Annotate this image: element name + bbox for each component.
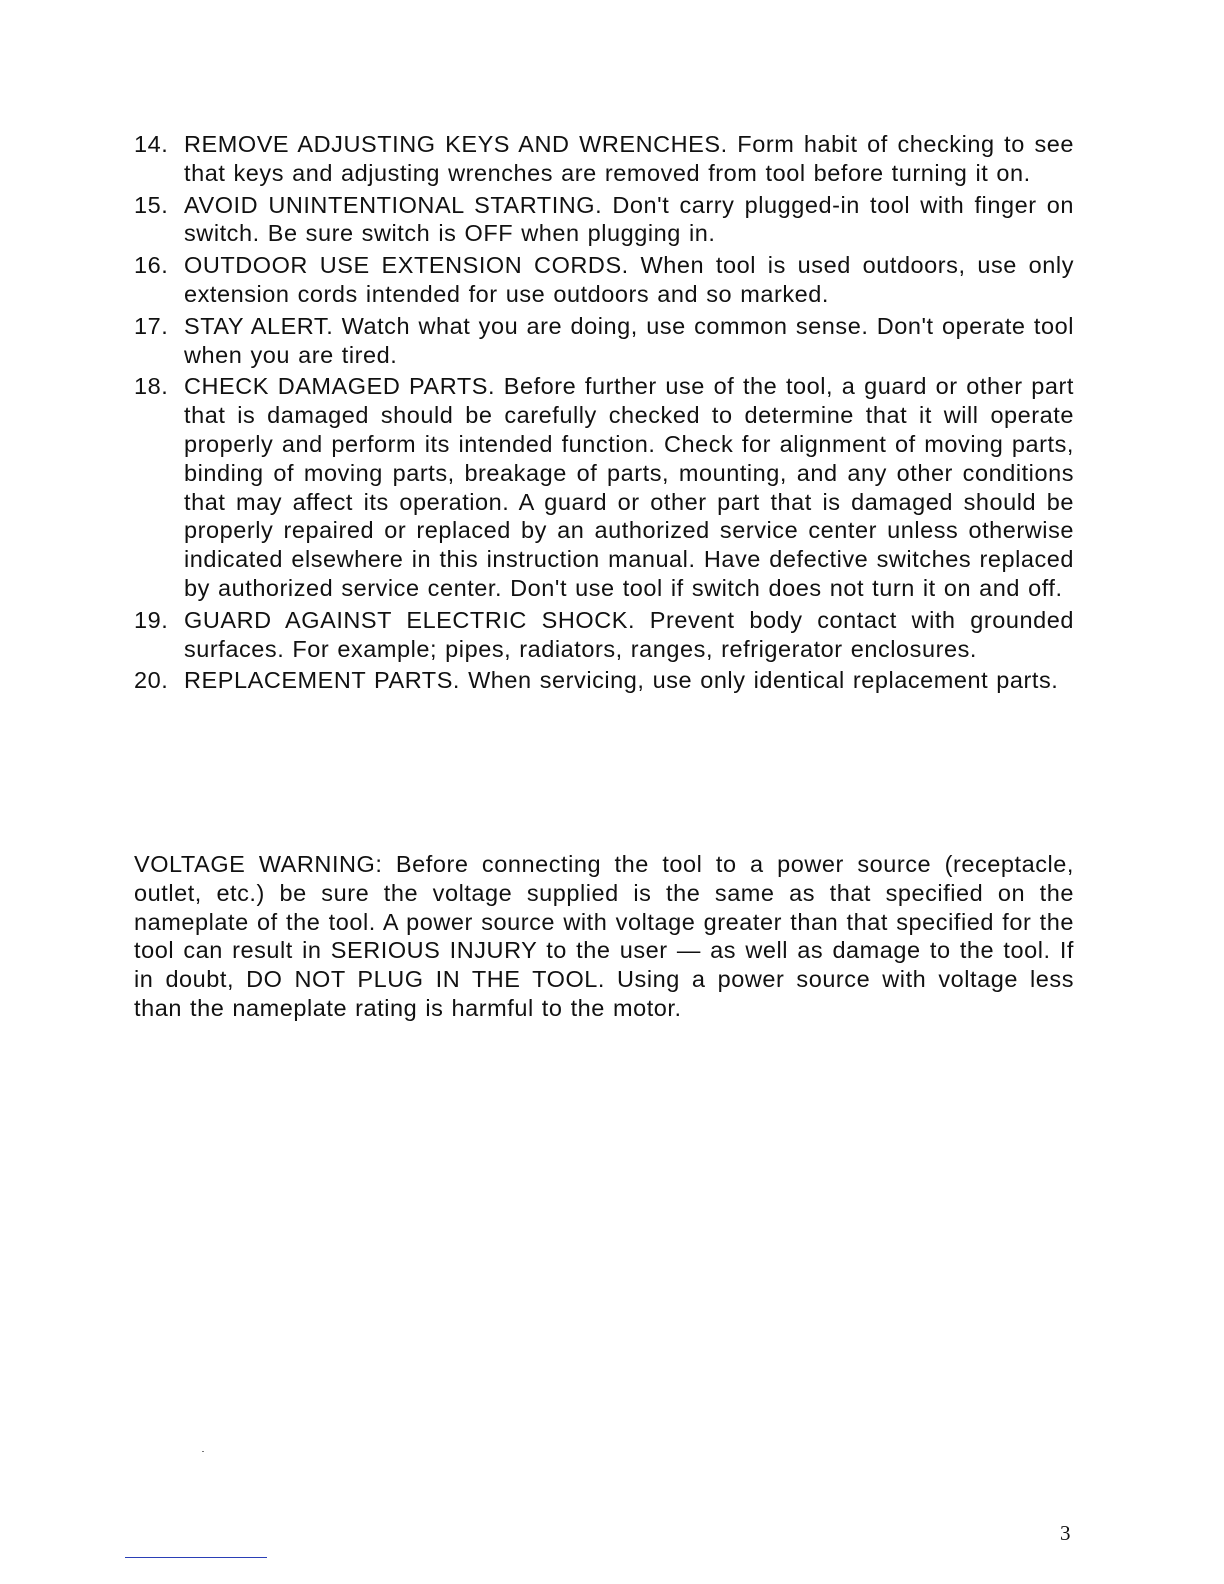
rule-text: CHECK DAMAGED PARTS. Before further use of the tool, a guard or other part that is damaged should be carefully checked to determine that it will operate properly and perform its intended function. Check for alignment of moving parts, binding of moving parts, breakage of parts, mounting, and any other conditions that may affect its operation. A guard or other part that is damaged should be properly repaired or replaced by an authorized service center unless otherwise indicated elsewhere in this instruction manual. Have defective switches replaced by authorized service center. Don't use tool if switch does not turn it on and off. <box>184 373 1074 601</box>
rule-item-14 <box>134 130 1074 188</box>
rule-number: 15. <box>134 191 169 218</box>
safety-rules-list <box>134 130 1074 698</box>
rule-item-18 <box>134 372 1074 602</box>
rule-text: OUTDOOR USE EXTENSION CORDS. When tool is used outdoors, use only extension cords intended for use outdoors and so marked. <box>184 252 1074 307</box>
rule-number: 16. <box>134 252 169 279</box>
footer-rule <box>125 1557 267 1558</box>
rule-text: STAY ALERT. Watch what you are doing, use common sense. Don't operate tool when you are tired. <box>184 312 1074 368</box>
rule-item-15 <box>134 191 1074 249</box>
page-number: 3 <box>1060 1521 1071 1545</box>
rule-text: AVOID UNINTENTIONAL STARTING. Don't carry plugged-in tool with finger on switch. Be sure switch is OFF when plugging in. <box>184 191 1074 247</box>
rule-item-16 <box>134 251 1074 309</box>
rule-text: REPLACEMENT PARTS. When servicing, use only identical replacement parts. <box>184 667 1059 694</box>
rule-number: 18. <box>134 373 169 400</box>
scan-speck <box>202 1451 204 1452</box>
rule-number: 20. <box>134 667 169 694</box>
rule-item-17 <box>134 312 1074 370</box>
voltage-warning-paragraph: VOLTAGE WARNING: Before connecting the tool to a power source (receptacle, outlet, etc.) be sure the voltage supplied is the same as that specified on the nameplate of the tool. A power source with voltage greater than that specified for the tool can result in SERIOUS INJURY to the user — as well as damage to the tool. If in doubt, DO NOT PLUG IN THE TOOL. Using a power source with voltage less than the nameplate rating is harmful to the motor. <box>134 851 1074 1021</box>
rule-text: REMOVE ADJUSTING KEYS AND WRENCHES. Form habit of checking to see that keys and adjusting wrenches are removed from tool before turning it on. <box>184 131 1074 186</box>
rule-number: 19. <box>134 606 169 633</box>
rule-number: 17. <box>134 312 169 339</box>
rule-item-20 <box>134 666 1074 695</box>
rule-text: GUARD AGAINST ELECTRIC SHOCK. Prevent body contact with grounded surfaces. For example; pipes, radiators, ranges, refrigerator enclosures. <box>184 606 1074 662</box>
rule-number: 14. <box>134 131 169 157</box>
rule-item-19 <box>134 606 1074 664</box>
